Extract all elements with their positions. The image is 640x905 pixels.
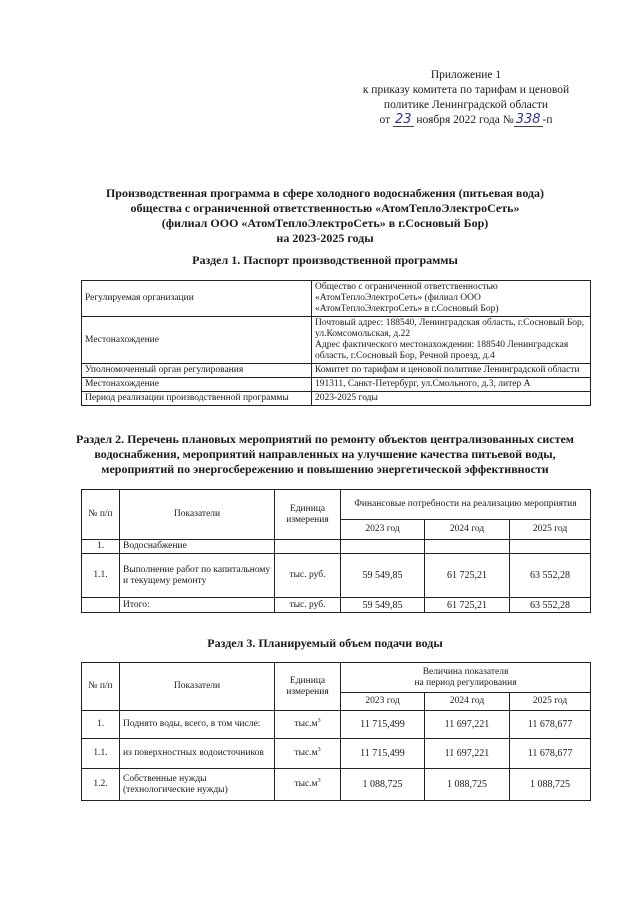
header-num: № п/п (82, 663, 120, 711)
passport-value-line: «АтомТеплоЭлектроСеть» (филиал ООО (315, 293, 481, 303)
passport-value-line: «АтомТеплоЭлектроСеть» в г.Сосновый Бор) (315, 304, 499, 314)
row-name: Водоснабжение (120, 540, 275, 554)
row-unit (275, 711, 341, 739)
row-num: 1. (82, 540, 120, 554)
title-line-3: (филиал ООО «АтомТеплоЭлектроСеть» в г.Сосновый Бор) (161, 216, 489, 230)
section-2-title-line-3: мероприятий по энергосбережению и повышению энергетической эффективности (101, 462, 549, 476)
unit-superscript: 3 (317, 777, 321, 784)
row-num: 1.2. (82, 769, 120, 801)
value-2024 (425, 540, 510, 554)
value-2025: 11 678,677 (510, 711, 591, 739)
value-2025: 63 552,28 (510, 598, 591, 613)
water-supply-table (81, 662, 591, 801)
header-value (341, 663, 591, 693)
table-header-row (82, 663, 591, 693)
row-name: Итого: (120, 598, 275, 613)
passport-value-line: ул.Комсомольская, д.22 (315, 329, 411, 339)
table-row (82, 392, 591, 406)
section-2-title (60, 432, 590, 477)
header-indicators: Показатели (120, 490, 275, 540)
appendix-order-line: к приказу комитета по тарифам и ценовой (362, 84, 570, 96)
table-row (82, 554, 591, 598)
table-row (82, 317, 591, 364)
header-2025: 2025 год (510, 520, 591, 540)
title-line-1: Производственная программа в сфере холодного водоснабжения (питьевая вода) (105, 186, 545, 200)
row-unit: тыс. руб. (275, 598, 341, 613)
header-value-line-2: на период регулирования (414, 677, 517, 688)
row-name: из поверхностных водоисточников (120, 739, 275, 769)
value-2025: 63 552,28 (510, 554, 591, 598)
row-unit (275, 739, 341, 769)
passport-value (312, 364, 591, 378)
order-number-suffix: -п (542, 114, 553, 126)
passport-value (312, 317, 591, 364)
value-2024: 1 088,725 (425, 769, 510, 801)
header-unit: Единица измерения (275, 663, 341, 711)
unit-superscript: 3 (317, 746, 321, 753)
section-3-title-text: Раздел 3. Планируемый объем подачи воды (207, 636, 443, 650)
table-row (82, 739, 591, 769)
handwritten-day: 23 (394, 112, 412, 127)
passport-label: Местонахождение (82, 317, 312, 364)
month-year: ноября 2022 года № (416, 114, 514, 126)
passport-value (312, 378, 591, 392)
section-2-title-line-1: Раздел 2. Перечень плановых мероприятий по ремонту объектов централизованных систем (76, 432, 574, 446)
header-value-line-1: Величина показателя (422, 666, 509, 677)
passport-label: Регулируемая организации (82, 281, 312, 317)
value-2024: 61 725,21 (425, 598, 510, 613)
row-unit (275, 540, 341, 554)
table-row (82, 364, 591, 378)
value-2023: 11 715,499 (341, 711, 425, 739)
table-row (82, 711, 591, 739)
title-line-2: общества с ограниченной ответственностью «АтомТеплоЭлектроСеть» (130, 201, 520, 215)
passport-label: Местонахождение (82, 378, 312, 392)
passport-value-line: область, г.Сосновый Бор, Речной проезд, д.4 (315, 351, 495, 361)
value-2023: 1 088,725 (341, 769, 425, 801)
header-2025: 2025 год (510, 693, 591, 711)
table-row (82, 769, 591, 801)
passport-value-line: Общество с ограниченной ответственностью (315, 282, 498, 292)
header-2024: 2024 год (425, 520, 510, 540)
repair-measures-table (81, 489, 591, 613)
row-unit (275, 769, 341, 801)
value-2024: 11 697,221 (425, 711, 510, 739)
section-1-title-text: Раздел 1. Паспорт производственной программы (192, 253, 458, 267)
unit-base: тыс.м (294, 779, 318, 789)
row-num: 1.1. (82, 554, 120, 598)
row-name: Поднято воды, всего, в том числе: (120, 711, 275, 739)
passport-value-line: 2023-2025 годы (315, 393, 378, 403)
unit-superscript: 3 (317, 717, 321, 724)
appendix-header (340, 68, 592, 128)
date-prefix: от (379, 114, 391, 126)
passport-table (81, 280, 591, 406)
table-row (82, 281, 591, 317)
passport-value-line: Адрес фактического местонахождения: 188540 Ленинградская (315, 340, 569, 350)
header-finance: Финансовые потребности на реализацию мероприятия (341, 490, 591, 520)
header-2023: 2023 год (341, 693, 425, 711)
value-2025: 1 088,725 (510, 769, 591, 801)
handwritten-order-number: 338 (515, 112, 541, 127)
passport-value (312, 392, 591, 406)
row-unit: тыс. руб. (275, 554, 341, 598)
unit-base: тыс.м (294, 748, 318, 758)
table-row (82, 598, 591, 613)
row-num: 1. (82, 711, 120, 739)
passport-value-line: 191311, Санкт-Петербург, ул.Смольного, д.3, литер А (315, 379, 531, 389)
unit-base: тыс.м (294, 719, 318, 729)
section-3-title (60, 636, 590, 651)
row-name: Выполнение работ по капитальному и текущему ремонту (120, 554, 275, 598)
table-header-row (82, 490, 591, 520)
section-1-title (60, 253, 590, 268)
row-num: 1.1. (82, 739, 120, 769)
value-2024: 61 725,21 (425, 554, 510, 598)
header-num: № п/п (82, 490, 120, 540)
section-2-title-line-2: водоснабжения, мероприятий направленных на улучшение качества питьевой воды, (94, 447, 556, 461)
title-line-4: на 2023-2025 годы (276, 231, 374, 245)
value-2023: 59 549,85 (341, 554, 425, 598)
header-2024: 2024 год (425, 693, 510, 711)
value-2024: 11 697,221 (425, 739, 510, 769)
value-2025 (510, 540, 591, 554)
appendix-date-line (340, 113, 592, 128)
passport-value-line: Почтовый адрес: 188540, Ленинградская область, г.Сосновый Бор, (315, 318, 585, 328)
appendix-title: Приложение 1 (430, 69, 502, 81)
row-name: Собственные нужды (технологические нужды) (120, 769, 275, 801)
value-2023: 11 715,499 (341, 739, 425, 769)
header-2023: 2023 год (341, 520, 425, 540)
row-num (82, 598, 120, 613)
passport-label: Период реализации производственной программы (82, 392, 312, 406)
passport-value (312, 281, 591, 317)
table-row (82, 540, 591, 554)
passport-label: Уполномоченный орган регулирования (82, 364, 312, 378)
value-2025: 11 678,677 (510, 739, 591, 769)
passport-value-line: Комитет по тарифам и ценовой политике Ленинградской области (315, 365, 580, 375)
table-row (82, 378, 591, 392)
appendix-committee-line: политике Ленинградской области (383, 99, 549, 111)
header-unit: Единица измерения (275, 490, 341, 540)
document-title (60, 186, 590, 246)
value-2023: 59 549,85 (341, 598, 425, 613)
value-2023 (341, 540, 425, 554)
header-indicators: Показатели (120, 663, 275, 711)
